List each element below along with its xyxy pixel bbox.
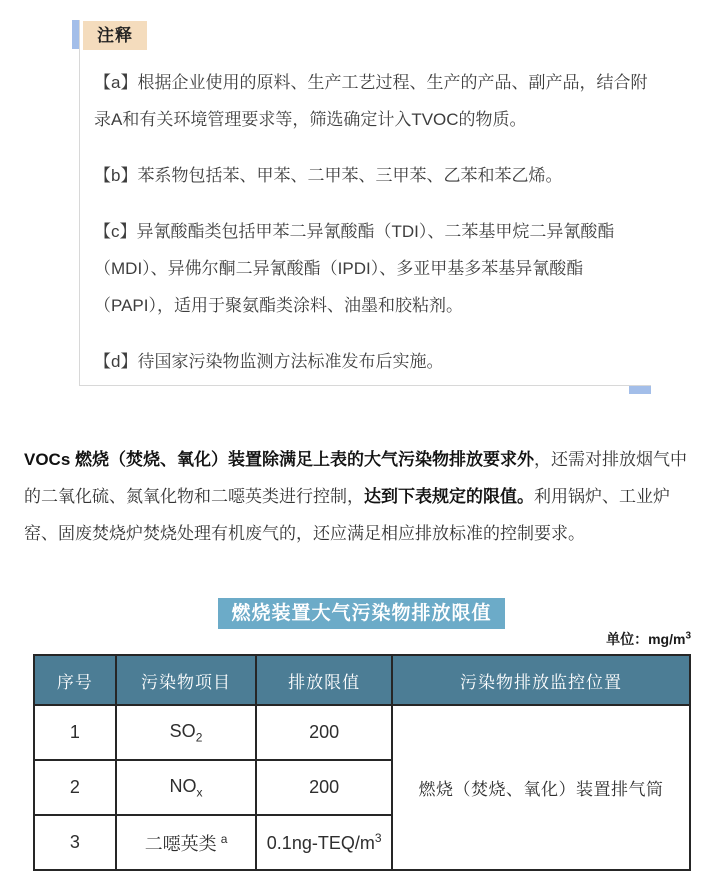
notes-content (94, 64, 650, 399)
col-header-number: 序号 (34, 655, 116, 705)
table-header-row (34, 655, 690, 705)
cell-monitoring-location: 燃烧（焚烧、氧化）装置排气筒 (392, 705, 690, 870)
limit-superscript: 3 (374, 831, 382, 845)
notes-corner-accent-bar (629, 386, 651, 394)
pollutant-formula: SO (169, 720, 196, 741)
col-header-monitoring-location: 污染物排放监控位置 (392, 655, 690, 705)
table-row-so2 (34, 705, 690, 760)
intro-bold-segment-2: 达到下表规定的限值。 (364, 487, 534, 506)
pollutant-name: 二噁英类 (144, 833, 217, 854)
cell-pollutant-so2 (116, 705, 257, 760)
pollutant-subscript: 2 (195, 730, 203, 745)
col-header-limit: 排放限值 (256, 655, 392, 705)
emission-limits-table (33, 654, 691, 871)
cell-number: 2 (34, 760, 116, 815)
intro-paragraph (24, 441, 702, 552)
unit-label (33, 629, 691, 649)
note-item-b: 【b】苯系物包括苯、甲苯、二甲苯、三甲苯、乙苯和苯乙烯。 (94, 166, 563, 185)
cell-pollutant-dioxin (116, 815, 257, 870)
notes-box (79, 20, 651, 386)
pollutant-formula: NO (169, 775, 197, 796)
cell-limit: 200 (256, 705, 392, 760)
intro-bold-segment-1: VOCs 燃烧（焚烧、氧化）装置除满足上表的大气污染物排放要求外 (24, 450, 535, 469)
unit-superscript: 3 (685, 630, 691, 642)
note-item-a: 【a】根据企业使用的原料、生产工艺过程、生产的产品、副产品，结合附录A和有关环境管理要求等，筛选确定计入TVOC的物质。 (94, 73, 648, 129)
cell-limit: 200 (256, 760, 392, 815)
pollutant-footnote-superscript: a (220, 831, 228, 846)
unit-text: 单位：mg/m (606, 631, 686, 647)
cell-pollutant-nox (116, 760, 257, 815)
intro-normal-segment-2: 利用锅炉、工业炉窑、固废焚烧炉焚烧处理有机废气的，还应满足相应排放标准的控制要求。 (24, 487, 670, 543)
notes-title: 注释 (83, 21, 147, 50)
note-item-d: 【d】待国家污染物监测方法标准发布后实施。 (94, 352, 444, 371)
note-item-c: 【c】异氰酸酯类包括甲苯二异氰酸酯（TDI）、二苯基甲烷二异氰酸酯（MDI）、异佛尔酮二异氰酸酯（IPDI）、多亚甲基多苯基异氰酸酯（PAPI），适用于聚氨酯类涂料、油墨和胶粘剂。 (94, 222, 615, 315)
intro-normal-segment-1: ，还需对排放烟气中的二氧化硫、氮氧化物和二噁英类进行控制， (24, 450, 688, 506)
col-header-pollutant: 污染物项目 (116, 655, 257, 705)
limit-value: 0.1ng-TEQ/m (266, 833, 375, 853)
cell-number: 3 (34, 815, 116, 870)
cell-number: 1 (34, 705, 116, 760)
pollutant-subscript: x (196, 785, 203, 800)
notes-accent-bar (72, 20, 79, 49)
table-title-banner: 燃烧装置大气污染物排放限值 (218, 598, 505, 629)
cell-limit-dioxin (256, 815, 392, 870)
